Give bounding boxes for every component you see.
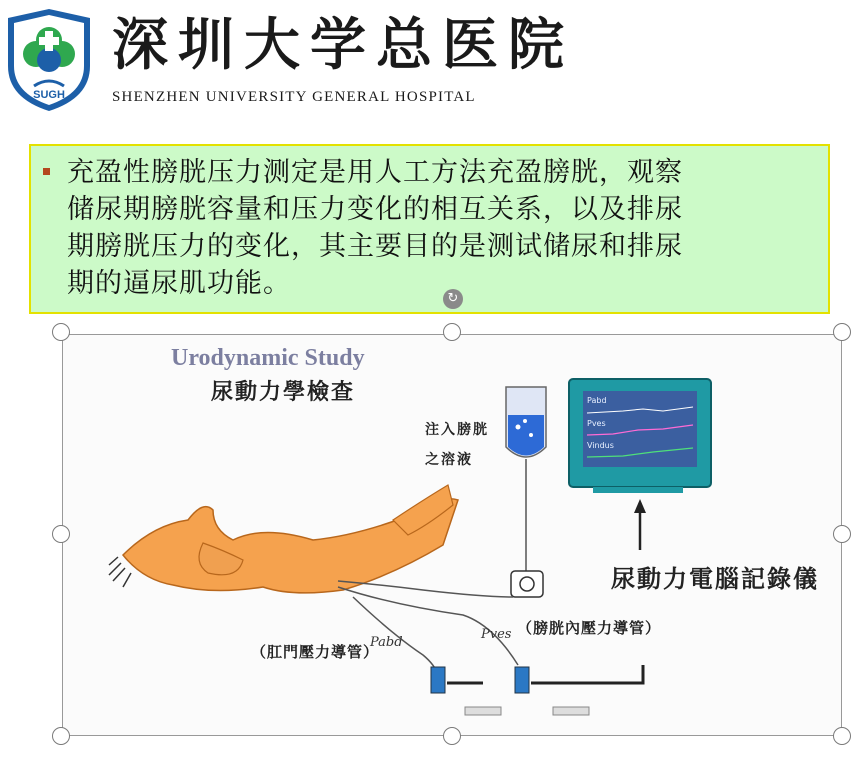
- hospital-logo: [4, 6, 94, 114]
- description-text: [67, 154, 816, 302]
- resize-handle-top[interactable]: [443, 323, 461, 341]
- transducer-icon: [515, 667, 529, 693]
- transducer-icon: [431, 667, 445, 693]
- pabd-label: Pabd: [370, 635, 403, 650]
- illustration-subtitle: 尿動力學檢查: [211, 379, 356, 405]
- infusion-label-line-2: 之溶液: [425, 452, 473, 468]
- hospital-name-cn: 深圳大学总医院: [112, 12, 574, 78]
- recorder-label: 尿動力電腦記錄儀: [611, 564, 819, 593]
- description-line-1: 充盈性膀胱压力测定是用人工方法充盈膀胱，观察: [67, 157, 683, 188]
- bladder-catheter-label: （膀胱內壓力導管）: [517, 619, 662, 637]
- monitor-channel-pves: Pves: [587, 419, 606, 428]
- hospital-name-en: SHENZHEN UNIVERSITY GENERAL HOSPITAL: [112, 89, 476, 105]
- infusion-label-line-1: 注入膀胱: [425, 422, 489, 438]
- description-line-3: 期膀胱压力的变化，其主要目的是测试储尿和排尿: [67, 231, 683, 262]
- bullet-marker: [43, 168, 50, 175]
- resize-handle-top-left[interactable]: [52, 323, 70, 341]
- illustration-title: Urodynamic Study: [171, 345, 365, 371]
- resize-handle-bottom-left[interactable]: [52, 727, 70, 745]
- description-line-4: 期的逼尿肌功能。: [67, 268, 291, 299]
- pves-label: Pves: [481, 627, 512, 642]
- infusion-label: [425, 415, 495, 475]
- description-textbox[interactable]: [29, 144, 830, 314]
- illustration-drawing: [63, 335, 842, 736]
- pump-icon: [511, 571, 543, 597]
- resize-handle-bottom-right[interactable]: [833, 727, 851, 745]
- logo-text: SUGH: [33, 89, 65, 101]
- resize-handle-bottom[interactable]: [443, 727, 461, 745]
- rotate-icon[interactable]: ↻: [443, 289, 463, 309]
- resize-handle-right[interactable]: [833, 525, 851, 543]
- rectal-catheter-label: （肛門壓力導管）: [251, 643, 380, 661]
- resize-handle-left[interactable]: [52, 525, 70, 543]
- urodynamic-illustration[interactable]: [62, 334, 842, 736]
- monitor-channel-pabd: Pabd: [587, 396, 607, 405]
- description-line-2: 储尿期膀胱容量和压力变化的相互关系，以及排尿: [67, 194, 683, 225]
- resize-handle-top-right[interactable]: [833, 323, 851, 341]
- monitor-channel-vindus: Vindus: [587, 441, 614, 450]
